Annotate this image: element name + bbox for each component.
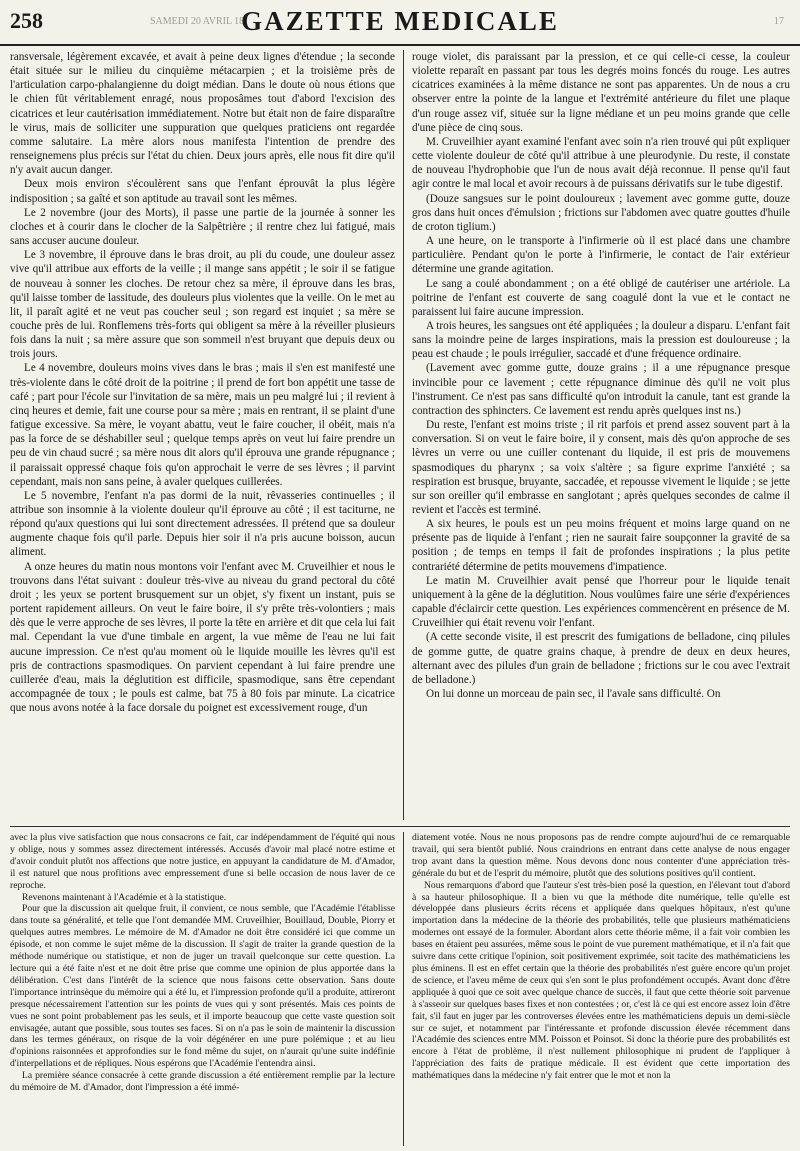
paragraph: A six heures, le pouls est un peu moins fréquent et moins large quand on ne présente pas de liquide à l'enfant ; rien ne saurait faire soupçonner la gravité de sa position ; de temps en temps il fait de profondes inspirations ; la plus petite contrariété détermine de petits mouvemens d'impatience. [412, 518, 790, 573]
column-divider [403, 832, 404, 1146]
page-number: 258 [10, 8, 43, 33]
journal-title: GAZETTE MEDICALE [241, 6, 559, 36]
paragraph: diatement votée. Nous ne nous proposons pas de rendre compte aujourd'hui de ce remarquable travail, qui sera bientôt publié. Nous craindrions en entrant dans cette analyse de nous engager trop avant dans la question même. Nous devons donc nous contenter d'une appréciation très-générale du but et de l'esprit du mémoire, plutôt que des solutions positives qu'il contient. [412, 832, 790, 879]
paragraph: (Lavement avec gomme gutte, douze grains ; il a une répugnance presque invincible pour ce lavement ; cette répugnance diminue dès qu'il ne voit plus l'instrument. Ce n'est pas sans difficulté qu'on introduit la canule, tant est grande la contraction des sphincters. Ce lavement est rendu après quelques inst ns.) [412, 362, 790, 417]
paragraph: A trois heures, les sangsues ont été appliquées ; la douleur a disparu. L'enfant fait sans la moindre peine de larges inspirations, mais la pression est douloureuse ; la peau est chaude ; le pouls irrégulier, saccadé et d'une fréquence ordinaire. [412, 319, 790, 361]
bleed-through-page-number: 17 [774, 16, 784, 27]
page-header [0, 4, 800, 46]
paragraph: Le matin M. Cruveilhier avait pensé que l'horreur pour le liquide tenait uniquement à la gêne de la déglutition. Nous voulûmes faire une série d'expériences capable d'éclaircir cette question. Les expériences commencèrent en présence de M. Cruveilhier qui était revenu voir l'enfant. [412, 574, 790, 630]
paragraph: ransversale, légèrement excavée, et avait à peine deux lignes d'étendue ; la seconde était située sur le milieu du cinquième métacarpien ; et la troisième près de l'articulation carpo-phalangienne du doigt médian. Dans le doute où nous étions que le chien fût véritablement enragé, nous proposâmes tout d'abord l'excision des cicatrices et leur cautérisation immédiatement. Notre but était non de faire disparaître le virus, mais de solliciter une suppuration que quelques praticiens ont regardée comme salutaire. La mère alors nous manifesta l'intention de prendre des renseignemens plus précis sur l'état du chien. Deux jours après, elle nous fit dire qu'il n'y avait aucun danger. [10, 51, 395, 177]
paragraph: Nous remarquons d'abord que l'auteur s'est très-bien posé la question, en l'élevant tout d'abord à sa hauteur philosophique. Il a bien vu que la méthode dite numérique, telle qu'elle est développée dans plusieurs écrits récens et appliquée dans quelques hôpitaux, n'est qu'une importation dans la médecine de la théorie des probabilités, telle que plusieurs mathématiciens modernes ont essayé de la formuler. Abordant alors cette théorie même, il a fait voir combien les bases en étaient peu assurées, même sous le point de vue purement mathématique, et il n'a fait que suivre dans cette critique l'opinion, soit positivement exprimée, soit tacite des mathématiciens les plus éminens. Il est en effet certain que la théorie des probabilités n'est guère encore qu'un projet de science, et l'aveu même de ceux qui s'en sont le plus profondément occupés. Avant donc d'être appliquée à quoi que ce soit avec quelque chance de succès, il faut que cette théorie soit parvenue à s'asseoir sur quelques bases fixes et non contestées ; or, c'est là ce qui est encore assez loin d'être fait, s'il faut en juger par les controverses élevées entre les mathématiciens depuis un demi-siècle sur ce sujet, et notamment par l'intéressante et profonde discussion élevée récemment dans l'Académie des sciences entre MM. Poisson et Poinsot. Si donc la théorie pure des probabilités est encore à l'état de problème, il n'est nullement philosophique ni prudent de l'appliquer à l'appréciation des faits de pratique médicale. Il est évident que cette importation des mathématiques dans la médecine n'y fait entrer que le mot et non la [412, 879, 790, 1082]
column-divider [403, 50, 404, 820]
section-divider [10, 826, 790, 827]
paragraph: Le 2 novembre (jour des Morts), il passe une partie de la journée à sonner les cloches et à courir dans le clocher de la Salpêtrière ; il rentre chez lui fatigué, mais sans accuser aucune douleur. [10, 206, 395, 248]
paragraph: M. Cruveilhier ayant examiné l'enfant avec soin n'a rien trouvé qui pût expliquer cette violente douleur de côté qu'il attribue à une pleurodynie. Du reste, il constate de nouveau l'hydrophobie que l'un de nous avait déjà reconnue. Il pense qu'il faut agir contre le mal local et avoir recours à de puissans dérivatifs sur le tube digestif. [412, 135, 790, 191]
paragraph: Le 4 novembre, douleurs moins vives dans le bras ; mais il s'en est manifesté une très-violente dans le côté droit de la poitrine ; il prend de fort bon appétit une tasse de café ; part pour l'école sur l'invitation de sa mère, mais un peu malgré lui ; il revient à cinq heures et demie, fait une course pour sa mère ; mais en rentrant, il se plaint d'une fatigue excessive. Sa mère, le voyant abattu, veut le faire coucher, il obéit, mais n'a pas la force de se déshabiller seul ; quelque temps après on veut lui faire prendre un peu de vin chaud sucré ; sa mère nous dit alors qu'il éprouva une grande répugnance ; il paraissait oppressé chaque fois qu'on approchait le verre de ses lèvres ; il parvint cependant, mais non sans peine, à avaler quelques cuillerées. [10, 362, 395, 488]
paragraph: Revenons maintenant à l'Académie et à la statistique. [22, 891, 227, 903]
bleed-through-text: SAMEDI 20 AVRIL 18 [150, 16, 245, 27]
paragraph: rouge violet, dis paraissant par la pression, et ce qui celle-ci cesse, la couleur violette reparaît en passant par tous les degrés moins foncés du rouge. Les autres cicatrices examinées à la même distance ne sont pas apparentes. Un de nous a cru observer entre la pointe de la langue et l'extrémité antérieure du filet une plaque d'un rouge assez vif, située sur la ligne médiane et un peu moins grande que celle d'une pièce de cinq sous. [412, 51, 790, 134]
feuilleton-right-column [412, 832, 790, 1148]
paragraph: On lui donne un morceau de pain sec, il l'avale sans difficulté. On [426, 688, 721, 701]
paragraph: (Douze sangsues sur le point douloureux ; lavement avec gomme gutte, douze gros dans huit onces d'émulsion ; frictions sur l'abdomen avec quatre gouttes d'huile de croton tiglium.) [412, 192, 790, 233]
paragraph: Le 3 novembre, il éprouve dans le bras droit, au pli du coude, une douleur assez vive qu'il attribue aux efforts de la veille ; il mange sans appétit ; le soir il se fatigue de nouveau à sonner les cloches. De retour chez sa mère, il éprouve dans les bras, qu'il laisse tomber de lassitude, des douleurs plus violentes que la veille. On le met au lit, il paraît agité et ne veut pas coucher seul ; son regard est inquiet ; sa mère se couche près de lui. Ronflemens très-forts qui obligent sa mère à la réveiller plusieurs fois dans la nuit ; sa mère assure que son sommeil n'est bruyant que depuis deux ou trois jours. [10, 249, 395, 361]
paragraph: Du reste, l'enfant est moins triste ; il rit parfois et prend assez souvent part à la conversation. Si on veut le faire boire, il y consent, mais dès qu'on approche de ses lèvres un verre ou une cuiller contenant du liquide, il est pris de mouvemens spasmodiques du pharynx ; sa voix s'altère ; sa figure exprime l'anxiété ; sa respiration est brusque, bruyante, saccadée, et repousse vivement le liquide ; se jette sur son oreiller qu'il embrasse en sanglotant ; après quelques secondes de calme il revient et l'accès est terminé. [412, 419, 790, 516]
paragraph: La première séance consacrée à cette grande discussion a été entièrement remplie par la lecture du mémoire de M. d'Amador, dont l'impression a été immé- [10, 1070, 395, 1094]
feuilleton-left-column [10, 832, 395, 1148]
paragraph: (A cette seconde visite, il est prescrit des fumigations de belladone, cinq pilules de gomme gutte, de quatre grains chaque, à prendre de deux en deux heures, alternant avec des pilules d'un grain de belladone ; frictions sur le cou avec l'extrait de belladone.) [412, 631, 790, 686]
paragraph: avec la plus vive satisfaction que nous consacrons ce fait, car indépendamment de l'équité qui nous y oblige, nous y sommes assez directement intéressés. Accusés d'avoir mal placé notre estime et d'avoir conduit plutôt nos affections que notre justice, en appuyant la candidature de M. d'Amador, il est naturel que nous profitions avec empressement d'une si belle occasion de nous laver de ce reproche. [10, 832, 395, 891]
article-left-column [10, 50, 395, 818]
article-right-column [412, 50, 790, 818]
paragraph: Deux mois environ s'écoulèrent sans que l'enfant éprouvât la plus légère indisposition ; sa gaîté et son aptitude au travail sont les mêmes. [10, 178, 395, 205]
paragraph: Pour que la discussion ait quelque fruit, il convient, ce nous semble, que l'Académie l'établisse dans toute sa généralité, et telle que l'ont demandée MM. Cruveilhier, Bouillaud, Double, Piorry et quelques autres membres. Le mémoire de M. d'Amador ne doit être considéré ici que comme un épisode, et non comme le sujet même de la discussion. Il s'agit de traiter la grande question de la méthode numérique ou statistique, et non de juger un travail quelconque sur cette question. La lecture qui a été faite n'est et ne doit être prise que comme une opinion de plus apportée dans la délibération. C'est dans l'intérêt de la science que nous faisons cette observation. Sans doute l'importance intrinsèque du mémoire qui a été lu, et l'impression profonde qu'il a produite, attireront presque nécessairement l'attention sur les points de vues qui y sont présentés. Mais ces points de vues ne sont point probablement pas les seuls, et il importe beaucoup que cette vaste question soit envisagée, autant que possible, sous toutes ses faces. Si on n'a pas le soin de maintenir la discussion dans les termes généraux, on risque de la voir dégénérer en une pure polémique ; et au lieu d'opinions raisonnées et approfondies sur le fond même du sujet, on n'aurait qu'une suite indéfinie d'interpellations et de répliques. Nous espérons que l'Académie l'entendra ainsi. [10, 903, 395, 1070]
paragraph: A onze heures du matin nous montons voir l'enfant avec M. Cruveilhier et nous le trouvons dans l'état suivant : douleur très-vive au niveau du grand pectoral du côté droit ; les yeux se portent brusquement sur un objet, s'y fixent un instant, puis se portent rapidement ailleurs. On veut le faire boire, il s'y prête très-volontiers ; mais dès que le verre approche de ses lèvres, il porte la tête en arrière et dit que cela lui fait mal. Cependant la vue d'une timbale en argent, la vue même de l'eau ne lui fait aucune impression. Ce n'est qu'au moment où le liquide mouille les lèvres qu'il est pris de contractions spasmodiques. On parvient cependant à lui faire prendre une cuillerée d'eau, mais la déglutition est difficile, spasmodique, sans être cependant accompagnée de toux ; le pouls est calme, bat 75 à 80 fois par minute. La cicatrice que nous avons notée à la face dorsale du poignet est excessivement rouge, d'un [10, 560, 395, 715]
paragraph: Le 5 novembre, l'enfant n'a pas dormi de la nuit, rêvasseries continuelles ; il attribue son insomnie à la violente douleur qu'il éprouve au côté ; il est taciturne, ne répond qu'aux questions qui lui sont directement adressées. Il prétend que sa douleur augmente chaque fois qu'il parle. Depuis hier soir il n'a pris aucune boisson, aucun aliment. [10, 489, 395, 559]
paragraph: A une heure, on le transporte à l'infirmerie où il est placé dans une chambre particulière. Pendant qu'on le porte à l'infirmerie, le contact de l'air extérieur détermine une grande agitation. [412, 235, 790, 276]
paragraph: Le sang a coulé abondamment ; on a été obligé de cautériser une artériole. La poitrine de l'enfant est couverte de sang coagulé dont la vue et le contact ne paraissent lui faire aucune impression. [412, 277, 790, 318]
